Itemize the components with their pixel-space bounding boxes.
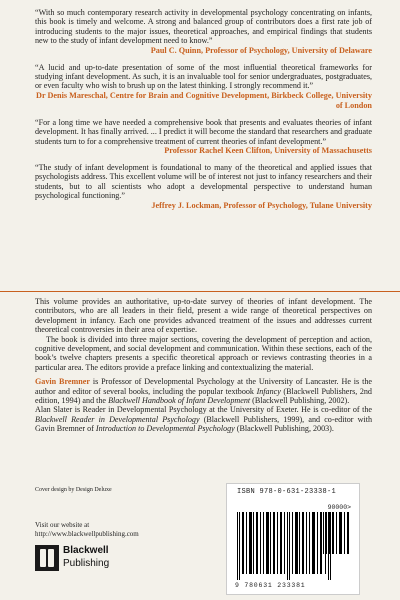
website-info bbox=[35, 521, 139, 538]
quote-attribution: Professor Rachel Keen Clifton, University of Massachusetts bbox=[164, 146, 372, 156]
description-paragraph: The book is divided into three major sections, covering the development of perception and action, cognitive development, and social development and communication. Within these sections, each of the book’s twelve chapters presents a specific theoretical approach or reviews contrasting theories in a particular area. The editors provide a preface linking and contextualizing the material. bbox=[35, 334, 372, 372]
website-link[interactable]: http://www.blackwellpublishing.com bbox=[35, 529, 139, 538]
quote-text: “A lucid and up-to-date presentation of some of the most influential theoretical frameworks for studying infant development. As such, it is an invaluable tool for senior undergraduates, postgraduates, or even faculty who wish to brush up on the latest thinking. I strongly recommend it.” bbox=[35, 62, 372, 91]
editor-bio-slater bbox=[35, 405, 372, 433]
price-code: 90000> bbox=[327, 504, 351, 511]
quote-attribution: Jeffrey J. Lockman, Professor of Psychology, Tulane University bbox=[151, 200, 372, 210]
isbn-label: ISBN 978-0-631-23338-1 bbox=[237, 488, 337, 496]
bio-text: is Professor of Developmental Psychology at the University of Lancaster. He is the author and editor of several books, including the popular textbook bbox=[35, 377, 372, 396]
book-title: Blackwell Reader in Developmental Psychology bbox=[35, 414, 200, 424]
website-label: Visit our website at bbox=[35, 521, 90, 529]
quote-attribution: Paul C. Quinn, Professor of Psychology, University of Delaware bbox=[150, 45, 372, 55]
bio-text: (Blackwell Publishing, 2002). bbox=[250, 396, 350, 406]
description-paragraph: This volume provides an authoritative, up-to-date survey of theories of infant development. The contributors, who are all leaders in their field, present a wide range of theoretical perspectives on development in infancy. Each one provides advanced treatment of the issues and addresses current theoretical controversies in their area of expertise. bbox=[35, 297, 372, 335]
bio-text: (Blackwell Publishers, 2nd edition, 1994) and the bbox=[35, 386, 372, 406]
editor-name: Alan Slater bbox=[35, 405, 73, 415]
book-title: Introduction to Developmental Psychology bbox=[95, 424, 235, 434]
quote-3 bbox=[35, 118, 372, 156]
editor-bio-bremner bbox=[35, 377, 372, 405]
barcode bbox=[226, 483, 360, 595]
endorsement-quotes bbox=[35, 8, 372, 218]
section-divider bbox=[0, 291, 400, 292]
publisher-name-2: Publishing bbox=[63, 558, 110, 569]
quote-text: “The study of infant development is foundational to many of the theoretical and applied issues that psychologists address. This excellent volume will be of interest not just to infancy researchers and their students, but to all scientists who adopt a developmental perspective to understand human psychological functioning.” bbox=[35, 163, 372, 201]
publisher-logo bbox=[35, 545, 155, 575]
quote-attribution: Dr Denis Mareschal, Centre for Brain and Cognitive Development, Birkbeck College, University of London bbox=[36, 90, 372, 110]
bio-text: (Blackwell Publishing, 2003). bbox=[234, 424, 334, 434]
book-title: Blackwell Handbook of Infant Development bbox=[108, 396, 251, 406]
quote-4 bbox=[35, 163, 372, 211]
editor-name: Gavin Bremner bbox=[35, 377, 90, 387]
book-title: Infancy bbox=[256, 386, 281, 396]
bio-text: (Blackwell Publishers, 1999), and co-editor with Gavin Bremner of bbox=[35, 414, 372, 434]
quote-2 bbox=[35, 63, 372, 111]
cover-design-credit: Cover design by Design Deluxe bbox=[35, 487, 112, 493]
bio-text: is Reader in Developmental Psychology at the University of Exeter. He is co-editor of the bbox=[72, 405, 372, 415]
quote-1 bbox=[35, 8, 372, 56]
blackwell-logo-icon bbox=[35, 545, 59, 571]
quote-text: “For a long time we have needed a comprehensive book that presents and evaluates theories of infant development. It has finally arrived. ... I predict it will become the standard that researchers and graduate students turn to for a comprehensive treatment of current theories of infant development.” bbox=[35, 117, 372, 146]
quote-text: “With so much contemporary research activity in developmental psychology concentrating on infants, this book is timely and welcome. A strong and balanced group of contributors does a first rate job of introducing students to the major issues, theoretical approaches, and empirical findings that students new to the study of infant development need to know.” bbox=[35, 8, 372, 46]
barcode-number: 9 780631 233381 bbox=[235, 582, 306, 589]
price-barcode-icon bbox=[323, 512, 349, 554]
publisher-name: Blackwell bbox=[63, 545, 109, 556]
book-description bbox=[35, 297, 372, 434]
